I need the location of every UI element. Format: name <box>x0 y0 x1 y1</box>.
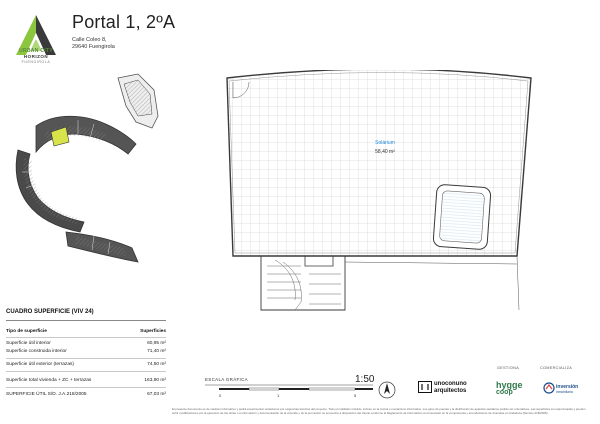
table-row-value: 67,03 m² <box>147 392 166 397</box>
plunge-pool <box>433 184 491 250</box>
gestion-label: GESTIONA <box>497 366 520 370</box>
comercializa-label: COMERCIALIZA <box>540 366 573 370</box>
divider <box>6 387 166 388</box>
legal-disclaimer: El presente documento es de carácter informativo y podrá experimentar variaciones por exigencias técnicas del proyecto. Todo el mobiliario incluido, incluso en la cocina o mecanismo informativo. Los giros de puertas y la distribución de aparatos sanitarios podrán ser orientativos. Las superficies son aproximadas y pueden sufrir modificaciones por la ejecución de las obras. La información y documentación de la vivienda y de la promoción se encuentra a disposición del cliente conforme al Reglamento de Información al consumidor en la compraventa y arrendamiento de viviendas en Andalucía (Decreto 218/2005). <box>172 407 586 415</box>
logo-text-line2: HORIZON <box>23 54 49 59</box>
scale-label: ESCALA GRÁFICA <box>205 377 248 382</box>
manager-name: hygge <box>496 380 523 390</box>
manager-suffix: coop <box>496 389 513 396</box>
inversion-logo-icon <box>543 382 555 394</box>
scale-tick: 1 <box>277 393 280 398</box>
divider <box>6 358 166 359</box>
table-row-label: Superficie útil exterior (terrazas) <box>6 362 74 367</box>
developer-suffix: arquitectos <box>434 388 467 394</box>
lower-right-wall <box>345 256 519 310</box>
developer-name: unoconuno <box>434 381 467 387</box>
logo-text-line1: URBAN CITY <box>19 48 53 54</box>
column-header-value: Superficies <box>140 329 166 334</box>
table-row-label: Superficie construida interior <box>6 349 67 354</box>
address-line1: Calle Coleo 8, <box>72 37 107 43</box>
floor-plan <box>205 70 565 320</box>
table-row-value: 74,50 m² <box>147 362 166 367</box>
seller-suffix: inmobiliaria <box>556 390 573 394</box>
north-arrow-icon <box>378 381 396 399</box>
scale-tick: 5 <box>354 393 357 398</box>
page-title: Portal 1, 2ºA <box>72 12 176 32</box>
address-line2: 29640 Fuengirola <box>72 44 115 50</box>
room-area: 58,40 m² <box>375 149 395 155</box>
room-name: Solárium <box>375 140 395 146</box>
table-row-label: Superficie útil interior <box>6 341 51 346</box>
surface-table-title: CUADRO SUPERFICIE (VIV 24) <box>6 309 94 315</box>
stair-section <box>261 256 345 310</box>
seller-name: inversión <box>556 384 579 390</box>
table-row-value: 71,40 m² <box>147 349 166 354</box>
scale-tick: 0 <box>219 393 222 398</box>
logo-text-line3: FUENGIROLA <box>21 60 51 64</box>
divider <box>6 320 166 321</box>
table-row-value: 60,95 m² <box>147 341 166 346</box>
unoconuno-logo-icon <box>418 381 432 393</box>
table-row-value: 163,90 m² <box>144 378 166 383</box>
table-row-label: SUPERFICIE ÚTIL S/D. J.A.218/2005 <box>6 392 87 397</box>
divider <box>6 337 166 338</box>
scale-bar <box>205 383 375 403</box>
column-header-type: Tipo de superficie <box>6 329 47 334</box>
building-location-map <box>6 72 166 282</box>
table-row-label: Superficie total vivienda + ZC + terrazas <box>6 378 92 383</box>
scale-ratio: 1:50 <box>355 374 375 385</box>
divider <box>6 371 166 372</box>
